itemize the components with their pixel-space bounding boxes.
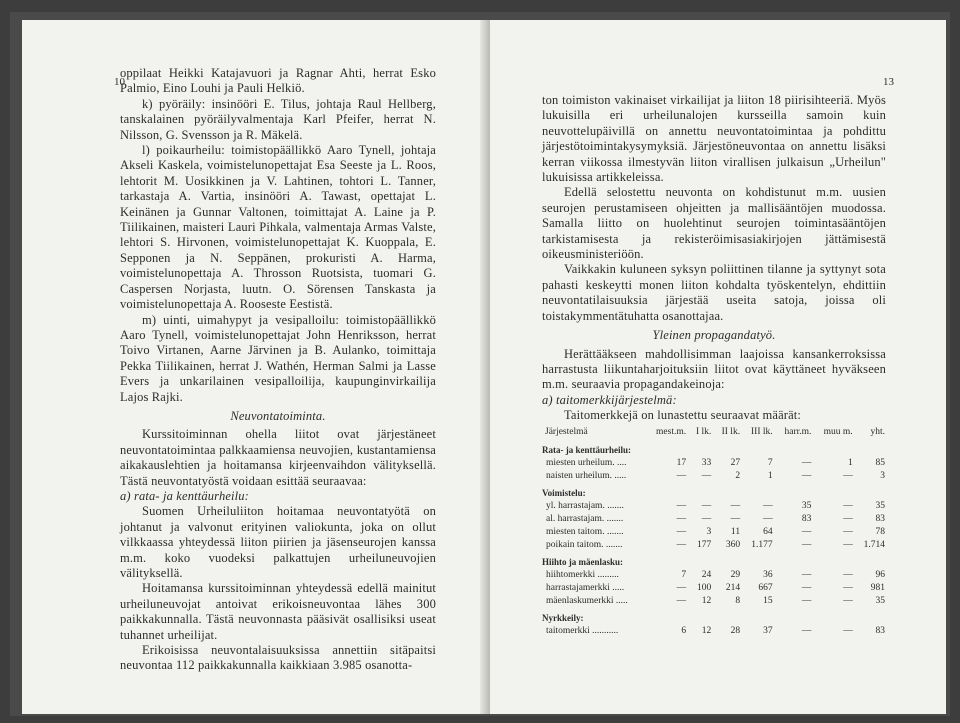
table-cell: — bbox=[843, 625, 853, 636]
right-page bbox=[490, 20, 946, 714]
table-section-row bbox=[542, 608, 888, 625]
table-cell: 360 bbox=[725, 539, 741, 550]
table-cell: — bbox=[730, 513, 741, 524]
row-label: harrastajamerkki ..... bbox=[546, 582, 625, 593]
table-cell: — bbox=[843, 569, 853, 580]
table-cell: 667 bbox=[758, 582, 773, 593]
table-cell: 83 bbox=[875, 513, 885, 524]
table-cell: 100 bbox=[697, 582, 712, 593]
table-cell: — bbox=[801, 569, 812, 580]
table-cell: 83 bbox=[875, 625, 885, 636]
paragraph: Edellä selostettu neuvonta on kohdistunut m.m. uusien seurojen perustamiseen ohjeitten ja mallisääntöjen muodossa. Samalla liitto on huolehtinut seurojen toimintasääntöjen tarkistamisesta ja rekisteröimisasiakirjojen jättämisestä oikeusministeriöön. bbox=[542, 185, 886, 262]
column-header: III lk. bbox=[751, 426, 773, 437]
table-cell: 15 bbox=[763, 595, 773, 606]
table-cell: 11 bbox=[730, 526, 741, 537]
paragraph: Herättääkseen mahdollisimman laajoissa kansankerroksissa harrastusta liikuntaharjoituksiin liitot ovat käyttäneet hyväkseen m.m. seuraavia propagandakeinoja: bbox=[542, 346, 886, 392]
table-cell: 36 bbox=[763, 569, 773, 580]
table-cell: 7 bbox=[681, 569, 687, 580]
table-cell: 12 bbox=[701, 595, 712, 606]
table-cell: — bbox=[801, 582, 812, 593]
table-cell: — bbox=[676, 513, 687, 524]
table-cell: — bbox=[843, 526, 853, 537]
left-page bbox=[22, 20, 488, 714]
book-spread bbox=[10, 12, 950, 716]
page-number: 13 bbox=[883, 76, 894, 88]
table-row bbox=[542, 539, 888, 552]
table-section-row bbox=[542, 483, 888, 500]
table-cell: — bbox=[801, 457, 812, 468]
table-cell: 96 bbox=[875, 569, 885, 580]
table-cell: 29 bbox=[730, 569, 741, 580]
column-header: II lk. bbox=[721, 426, 741, 437]
table-cell: 78 bbox=[875, 526, 885, 537]
table-cell: 27 bbox=[730, 457, 741, 468]
table-cell: 24 bbox=[701, 569, 712, 580]
page-number: 10 bbox=[114, 76, 125, 88]
table-cell: 37 bbox=[763, 625, 773, 636]
badge-statistics-table bbox=[542, 427, 888, 638]
paragraph: Suomen Urheiluliiton hoitamaa neuvontatyötä on johtanut ja valvonut erityinen valiokunta, joka on ollut vilkkaassa yhteydessä liiton piirien ja jäsenseurojen kanssa m.m. koko vuodeksi palkattujen urheiluneuvojien välityksellä. bbox=[120, 504, 436, 580]
table-cell: — bbox=[843, 582, 853, 593]
table-cell: 35 bbox=[875, 595, 885, 606]
table-section-row bbox=[542, 552, 888, 569]
row-label: naisten urheilum. ..... bbox=[546, 470, 627, 481]
table-cell: — bbox=[676, 526, 687, 537]
subsection-heading: a) taitomerkkijärjestelmä: bbox=[542, 392, 677, 407]
table-cell: — bbox=[676, 539, 687, 550]
row-label: miesten urheilum. .... bbox=[546, 457, 627, 468]
table-row bbox=[542, 513, 888, 526]
section-title: Rata- ja kenttäurheilu: bbox=[542, 444, 631, 455]
column-header: mest.m. bbox=[656, 426, 687, 437]
table-cell: 64 bbox=[763, 526, 773, 537]
column-header: I lk. bbox=[695, 426, 712, 437]
paragraph: oppilaat Heikki Katajavuori ja Ragnar Ahti, herrat Esko Palmio, Eino Louhi ja Pauli Helkiö. bbox=[120, 66, 436, 96]
row-label: mäenlaskumerkki ..... bbox=[546, 595, 628, 606]
paragraph: k) pyöräily: insinööri E. Tilus, johtaja Raul Hellberg, tanskalainen pyöräilyvalmentaja Karl Pfeifer, herrat N. Nilsson, G. Svensson ja R. Mäkelä. bbox=[120, 96, 436, 142]
paragraph: Kurssitoiminnan ohella liitot ovat järjestäneet neuvontatoimintaa palkkaamiensa neuvojien, kustantamiensa aikakauslehtien ja hoitamansa kirjeenvaihdon välityksellä. Tästä neuvontatyöstä voidaan esittää seuraavaa: bbox=[120, 427, 436, 488]
table-cell: — bbox=[843, 539, 853, 550]
column-header: muu m. bbox=[823, 426, 853, 437]
left-page-text bbox=[120, 66, 436, 674]
table-cell: 2 bbox=[735, 470, 741, 481]
paragraph: Hoitamansa kurssitoiminnan yhteydessä edellä mainitut urheiluneuvojat antoivat erikoisneuvontaa lähes 300 paikkakunnalla. Tästä neuvonnasta pääsivät osallisiksi useat tuhannet urheilijat. bbox=[120, 581, 436, 642]
table-cell: — bbox=[763, 500, 773, 511]
row-label: hiihtomerkki ......... bbox=[546, 569, 619, 580]
table-cell: — bbox=[676, 470, 687, 481]
section-title: Nyrkkeily: bbox=[542, 612, 584, 623]
table-cell: 3 bbox=[880, 470, 885, 481]
table-cell: — bbox=[843, 470, 853, 481]
table-cell: — bbox=[843, 513, 853, 524]
subsection-heading: a) rata- ja kenttäurheilu: bbox=[120, 488, 249, 503]
column-header: Järjestelmä bbox=[545, 426, 588, 437]
table-cell: — bbox=[801, 625, 812, 636]
table-cell: — bbox=[676, 582, 687, 593]
paragraph: Vaikkakin kuluneen syksyn poliittinen tilanne ja syttynyt sota pahasti keskeytti monen liiton kohdalta työskentelyn, ehdittiin neuvontatilaisuuksia järjestää useita satoja, joissa oli toistakymmentätuhatta osanottajaa. bbox=[542, 262, 886, 323]
table-cell: 6 bbox=[681, 625, 687, 636]
table-cell: — bbox=[730, 500, 741, 511]
table-cell: — bbox=[701, 513, 712, 524]
table-cell: 214 bbox=[725, 582, 741, 593]
table-cell: 981 bbox=[870, 582, 885, 593]
table-cell: 33 bbox=[701, 457, 712, 468]
row-label: al. harrastajam. ....... bbox=[546, 513, 624, 524]
table-cell: 85 bbox=[875, 457, 885, 468]
table-row bbox=[542, 526, 888, 539]
row-label: yl. harrastajam. ....... bbox=[546, 500, 624, 511]
paragraph: l) poikaurheilu: toimistopäällikkö Aaro Tynell, johtaja Akseli Kaskela, voimistelunopettajat Esa Seeste ja L. Roos, lehtorit M. Uosikkinen ja V. Lahtinen, tohtori L. Tanner, tarkastaja A. Vartia, insinööri A. Tawast, opettajat L. Keinänen ja Gunnar Valtonen, toimittajat A. Laine ja P. Tiilikainen, maisteri Lauri Pihkala, valmentaja Armas Valste, lehtori S. Hirvonen, voimistelunopettajat K. Kuoppala, E. Sepponen ja N. Seppänen, prokuristi A. Harma, voimistelunopettaja A. Throsson Ruotsista, tuomari G. Caspersen Norjasta, luutn. O. Sörensen Tanskasta ja voimistelunopettaja A. Rooseste Eestistä. bbox=[120, 143, 436, 312]
table-cell: 3 bbox=[706, 526, 712, 537]
paragraph: m) uinti, uimahypyt ja vesipalloilu: toimistopäällikkö Aaro Tynell, voimistelunopettajat John Henriksson, herrat Toivo Virtanen, Aarne Järvinen ja B. Aulanko, toimittaja Pekka Tiilikainen, herrat J. Wathén, Herman Salmi ja Lasse Evers ja unkarilainen vesipalloilija, kaupunginvirkailija Lajos Rajki. bbox=[120, 312, 436, 404]
table-cell: — bbox=[701, 470, 712, 481]
table-cell: 7 bbox=[767, 457, 773, 468]
section-title: Voimistelu: bbox=[542, 487, 586, 498]
column-header: harr.m. bbox=[784, 426, 812, 437]
table-cell: 1.714 bbox=[863, 539, 885, 550]
table-cell: 83 bbox=[801, 513, 812, 524]
row-label: poikain taitom. ....... bbox=[546, 539, 623, 550]
table-cell: — bbox=[701, 500, 712, 511]
table-row bbox=[542, 457, 888, 470]
section-heading: Yleinen propagandatyö. bbox=[652, 328, 776, 343]
table-section-row bbox=[542, 440, 888, 457]
paragraph: Erikoisissa neuvontalaisuuksissa annettiin sitäpaitsi neuvontaa 112 paikkakunnalla kaikkiaan 3.985 osanotta- bbox=[120, 643, 436, 673]
paragraph: ton toimiston vakinaiset virkailijat ja liiton 18 piirisihteeriä. Myös lukuisilla eri urheilunalojen kursseilla samoin kuin neuvottelupäivillä on annettu neuvontatoimintaa ja pohdittu järjestötoimintakysymyksiä. Järjestöneuvontaa on annettu lisäksi kerran viikossa ilmestyvän liiton virallisen julkaisun „Urheilun" lukuisissa artikkeleissa. bbox=[542, 93, 886, 185]
table-cell: — bbox=[801, 526, 812, 537]
table-cell: — bbox=[801, 595, 812, 606]
column-header: yht. bbox=[870, 426, 885, 437]
table-cell: — bbox=[843, 500, 853, 511]
section-title: Hiihto ja mäenlasku: bbox=[542, 556, 624, 567]
table-cell: 35 bbox=[801, 500, 812, 511]
table-row bbox=[542, 500, 888, 513]
table-cell: 8 bbox=[735, 595, 741, 606]
table-row bbox=[542, 569, 888, 582]
row-label: miesten taitom. ....... bbox=[546, 526, 624, 537]
table-cell: 17 bbox=[676, 457, 687, 468]
table-row bbox=[542, 582, 888, 595]
table-cell: — bbox=[801, 539, 812, 550]
table-cell: — bbox=[843, 595, 853, 606]
table-cell: 1 bbox=[847, 457, 853, 468]
table-cell: — bbox=[676, 595, 687, 606]
right-page-text bbox=[542, 93, 886, 424]
table-cell: 1 bbox=[767, 470, 773, 481]
table-row bbox=[542, 595, 888, 608]
table-header-row bbox=[542, 427, 888, 440]
table-cell: 35 bbox=[875, 500, 885, 511]
section-heading: Neuvontatoiminta. bbox=[230, 408, 326, 423]
table-row bbox=[542, 625, 888, 638]
table-cell: 1.177 bbox=[751, 539, 773, 550]
table-cell: 177 bbox=[697, 539, 712, 550]
table-row bbox=[542, 470, 888, 483]
table-cell: — bbox=[801, 470, 812, 481]
table-cell: — bbox=[763, 513, 773, 524]
table-cell: 12 bbox=[701, 625, 712, 636]
table-body bbox=[542, 440, 888, 638]
row-label: taitomerkki ........... bbox=[546, 625, 619, 636]
table-cell: — bbox=[676, 500, 687, 511]
table-cell: 28 bbox=[730, 625, 741, 636]
paragraph: Taitomerkkejä on lunastettu seuraavat määrät: bbox=[564, 408, 802, 423]
